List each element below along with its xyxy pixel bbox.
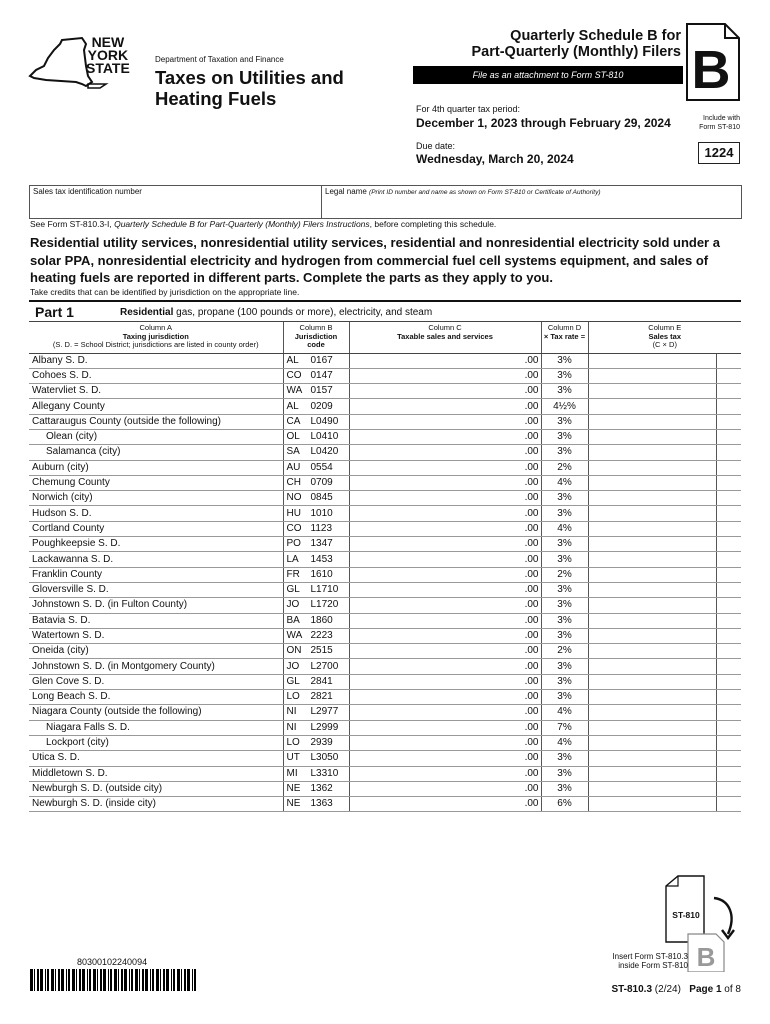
barcode-bar (76, 969, 77, 991)
jurisdiction-code: NI L2999 (283, 720, 349, 735)
barcode-bar (66, 969, 67, 991)
table-row (29, 475, 741, 490)
tax-rate: 2% (541, 567, 588, 582)
sales-tax-cents-input[interactable] (716, 613, 741, 628)
barcode-bar (68, 969, 70, 991)
sales-tax-cents-input[interactable] (716, 475, 741, 490)
taxable-sales-input[interactable]: .00 (349, 705, 541, 720)
jurisdiction-code: BA 1860 (283, 613, 349, 628)
table-row (29, 582, 741, 597)
table-row (29, 445, 741, 460)
jurisdiction-name: Lockport (city) (29, 735, 283, 750)
jurisdiction-code: AL 0167 (283, 353, 349, 368)
part1-table (29, 322, 741, 812)
sales-tax-input[interactable] (588, 475, 716, 490)
instructions-reference: See Form ST-810.3-I, Quarterly Schedule B for Part-Quarterly (Monthly) Filers Instructions, before completing this schedule. (30, 219, 497, 229)
barcode-bar (181, 969, 182, 991)
tax-rate: 4% (541, 475, 588, 490)
sales-tax-input[interactable] (588, 674, 716, 689)
column-c-header: Column C Taxable sales and services (349, 322, 541, 353)
sales-tax-input[interactable] (588, 552, 716, 567)
jurisdiction-code: NE 1363 (283, 797, 349, 812)
barcode-bar (40, 969, 43, 991)
tax-rate: 3% (541, 384, 588, 399)
barcode-bar (103, 969, 106, 991)
jurisdiction-code: SA L0420 (283, 445, 349, 460)
form-code-box: 1224 (698, 142, 740, 164)
jurisdiction-code: JO L2700 (283, 659, 349, 674)
sales-tax-id-field[interactable]: Sales tax identification number (33, 187, 142, 196)
table-row (29, 705, 741, 720)
sales-tax-input[interactable] (588, 751, 716, 766)
tax-rate: 3% (541, 491, 588, 506)
sales-tax-input[interactable] (588, 567, 716, 582)
taxable-sales-input[interactable]: .00 (349, 414, 541, 429)
sales-tax-cents-input[interactable] (716, 445, 741, 460)
barcode-bar (45, 969, 46, 991)
table-row (29, 659, 741, 674)
sales-tax-cents-input[interactable] (716, 582, 741, 597)
schedule-letter: B (691, 40, 731, 100)
sales-tax-input[interactable] (588, 628, 716, 643)
barcode-number: 80300102240094 (77, 957, 148, 967)
sales-tax-input[interactable] (588, 659, 716, 674)
tax-rate: 3% (541, 582, 588, 597)
tax-rate: 2% (541, 644, 588, 659)
barcode-bar (58, 969, 60, 991)
barcode-bar (79, 969, 81, 991)
barcode-bar (192, 969, 193, 991)
table-row (29, 720, 741, 735)
sales-tax-cents-input[interactable] (716, 598, 741, 613)
tax-rate: 3% (541, 368, 588, 383)
taxable-sales-input[interactable]: .00 (349, 690, 541, 705)
sales-tax-cents-input[interactable] (716, 628, 741, 643)
table-row (29, 399, 741, 414)
sales-tax-input[interactable] (588, 429, 716, 444)
sales-tax-cents-input[interactable] (716, 705, 741, 720)
jurisdiction-code: GL 2841 (283, 674, 349, 689)
jurisdiction-code: UT L3050 (283, 751, 349, 766)
table-row (29, 628, 741, 643)
sales-tax-cents-input[interactable] (716, 644, 741, 659)
sales-tax-cents-input[interactable] (716, 552, 741, 567)
sales-tax-cents-input[interactable] (716, 491, 741, 506)
sales-tax-input[interactable] (588, 781, 716, 796)
jurisdiction-name: Niagara Falls S. D. (29, 720, 283, 735)
times-sign: × (543, 331, 549, 341)
taxable-sales-input[interactable]: .00 (349, 384, 541, 399)
jurisdiction-name: Watervliet S. D. (29, 384, 283, 399)
table-row (29, 781, 741, 796)
jurisdiction-name: Albany S. D. (29, 353, 283, 368)
barcode-bar (100, 969, 102, 991)
table-row (29, 598, 741, 613)
sales-tax-input[interactable] (588, 521, 716, 536)
sales-tax-cents-input[interactable] (716, 414, 741, 429)
table-row (29, 353, 741, 368)
tax-rate: 3% (541, 414, 588, 429)
jurisdiction-code: AL 0209 (283, 399, 349, 414)
taxable-sales-input[interactable]: .00 (349, 353, 541, 368)
table-row (29, 674, 741, 689)
sales-tax-cents-input[interactable] (716, 735, 741, 750)
form-title: Taxes on Utilities and Heating Fuels (155, 67, 344, 109)
taxable-sales-input[interactable]: .00 (349, 491, 541, 506)
jurisdiction-code: HU 1010 (283, 506, 349, 521)
barcode-bar (131, 969, 133, 991)
sales-tax-cents-input[interactable] (716, 399, 741, 414)
taxable-sales-input[interactable]: .00 (349, 552, 541, 567)
part1-label: Part 1 (35, 304, 74, 320)
jurisdiction-code: PO 1347 (283, 537, 349, 552)
jurisdiction-name: Middletown S. D. (29, 766, 283, 781)
jurisdiction-name: Oneida (city) (29, 644, 283, 659)
column-d-header: Column D × Tax rate = (541, 322, 588, 353)
barcode-bar (47, 969, 49, 991)
taxable-sales-input[interactable]: .00 (349, 766, 541, 781)
barcode-bar (139, 969, 140, 991)
table-row (29, 414, 741, 429)
sales-tax-input[interactable] (588, 414, 716, 429)
jurisdiction-name: Salamanca (city) (29, 445, 283, 460)
jurisdiction-code: WA 2223 (283, 628, 349, 643)
jurisdiction-name: Chemung County (29, 475, 283, 490)
sales-tax-cents-input[interactable] (716, 384, 741, 399)
taxable-sales-input[interactable]: .00 (349, 735, 541, 750)
jurisdiction-code: OL L0410 (283, 429, 349, 444)
barcode-bar (171, 969, 172, 991)
page-footer: ST-810.3 (2/24) Page 1 of 8 (611, 984, 741, 995)
tax-rate: 3% (541, 690, 588, 705)
barcode-bar (30, 969, 33, 991)
jurisdiction-code: JO L1720 (283, 598, 349, 613)
jurisdiction-code: LO 2821 (283, 690, 349, 705)
ny-state-logo-text: NEW YORK STATE (86, 34, 130, 76)
barcode-bar (142, 969, 144, 991)
taxable-sales-input[interactable]: .00 (349, 644, 541, 659)
table-row (29, 506, 741, 521)
tax-rate: 3% (541, 613, 588, 628)
table-row (29, 521, 741, 536)
sales-tax-cents-input[interactable] (716, 797, 741, 812)
barcode-bar (187, 969, 190, 991)
sales-tax-input[interactable] (588, 690, 716, 705)
part1-column-headers (29, 322, 741, 353)
part1-section (29, 300, 741, 812)
sales-tax-input[interactable] (588, 537, 716, 552)
jurisdiction-code: CA L0490 (283, 414, 349, 429)
sales-tax-input[interactable] (588, 613, 716, 628)
sales-tax-input[interactable] (588, 384, 716, 399)
tax-rate: 4% (541, 705, 588, 720)
tax-rate: 3% (541, 506, 588, 521)
table-row (29, 384, 741, 399)
barcode-bar (97, 969, 98, 991)
barcode-bar (34, 969, 35, 991)
schedule-b-document-icon (685, 22, 741, 102)
taxable-sales-input[interactable]: .00 (349, 674, 541, 689)
barcode-bar (194, 969, 196, 991)
jurisdiction-name: Niagara County (outside the following) (29, 705, 283, 720)
sales-tax-cents-input[interactable] (716, 674, 741, 689)
jurisdiction-name: Olean (city) (29, 429, 283, 444)
sales-tax-input[interactable] (588, 705, 716, 720)
sales-tax-cents-input[interactable] (716, 506, 741, 521)
sales-tax-input[interactable] (588, 491, 716, 506)
taxable-sales-input[interactable]: .00 (349, 797, 541, 812)
barcode-bar (51, 969, 54, 991)
sales-tax-cents-input[interactable] (716, 781, 741, 796)
jurisdiction-name: Franklin County (29, 567, 283, 582)
jurisdiction-code: ON 2515 (283, 644, 349, 659)
barcode-bar (160, 969, 161, 991)
tax-rate: 3% (541, 445, 588, 460)
sales-tax-cents-input[interactable] (716, 368, 741, 383)
table-row (29, 690, 741, 705)
tax-rate: 3% (541, 598, 588, 613)
period-label: For 4th quarter tax period: (416, 104, 521, 114)
sales-tax-cents-input[interactable] (716, 751, 741, 766)
jurisdiction-name: Auburn (city) (29, 460, 283, 475)
tax-rate: 7% (541, 720, 588, 735)
part1-rows (29, 353, 741, 812)
sales-tax-cents-input[interactable] (716, 567, 741, 582)
jurisdiction-name: Cortland County (29, 521, 283, 536)
taxable-sales-input[interactable]: .00 (349, 598, 541, 613)
column-a-header: Column A Taxing jurisdiction (S. D. = School District; jurisdictions are listed in county order) (29, 322, 283, 353)
sales-tax-input[interactable] (588, 797, 716, 812)
table-row (29, 368, 741, 383)
barcode-bar (129, 969, 130, 991)
jurisdiction-name: Batavia S. D. (29, 613, 283, 628)
tax-rate: 4% (541, 735, 588, 750)
barcode-bar (82, 969, 85, 991)
table-row (29, 613, 741, 628)
tax-rate: 3% (541, 353, 588, 368)
barcode-bar (184, 969, 186, 991)
table-row (29, 552, 741, 567)
sales-tax-input[interactable] (588, 368, 716, 383)
jurisdiction-name: Gloversville S. D. (29, 582, 283, 597)
jurisdiction-code: LA 1453 (283, 552, 349, 567)
jurisdiction-name: Norwich (city) (29, 491, 283, 506)
taxable-sales-input[interactable]: .00 (349, 429, 541, 444)
taxable-sales-input[interactable]: .00 (349, 628, 541, 643)
sales-tax-input[interactable] (588, 582, 716, 597)
jurisdiction-code: GL L1710 (283, 582, 349, 597)
jurisdiction-code: WA 0157 (283, 384, 349, 399)
jurisdiction-name: Johnstown S. D. (in Fulton County) (29, 598, 283, 613)
due-date-value: Wednesday, March 20, 2024 (416, 152, 574, 166)
table-row (29, 537, 741, 552)
jurisdiction-code: MI L3310 (283, 766, 349, 781)
sales-tax-input[interactable] (588, 460, 716, 475)
jurisdiction-name: Poughkeepsie S. D. (29, 537, 283, 552)
sales-tax-cents-input[interactable] (716, 690, 741, 705)
jurisdiction-name: Newburgh S. D. (outside city) (29, 781, 283, 796)
barcode-bar (108, 969, 109, 991)
taxable-sales-input[interactable]: .00 (349, 445, 541, 460)
jurisdiction-code: LO 2939 (283, 735, 349, 750)
column-e-header: Column E Sales tax (C × D) (588, 322, 741, 353)
credits-note: Take credits that can be identified by jurisdiction on the appropriate line. (30, 287, 300, 297)
tax-rate: 3% (541, 537, 588, 552)
part1-description: Residential gas, propane (100 pounds or more), electricity, and steam (120, 307, 433, 318)
table-row (29, 766, 741, 781)
sales-tax-input[interactable] (588, 766, 716, 781)
sales-tax-cents-input[interactable] (716, 353, 741, 368)
period-value: December 1, 2023 through February 29, 2024 (416, 116, 671, 130)
barcode-bar (145, 969, 148, 991)
tax-rate: 6% (541, 797, 588, 812)
jurisdiction-code: CO 1123 (283, 521, 349, 536)
taxable-sales-input[interactable]: .00 (349, 781, 541, 796)
barcode-bar (150, 969, 151, 991)
jurisdiction-name: Long Beach S. D. (29, 690, 283, 705)
table-row (29, 491, 741, 506)
taxable-sales-input[interactable]: .00 (349, 506, 541, 521)
sales-tax-input[interactable] (588, 720, 716, 735)
taxable-sales-input[interactable]: .00 (349, 720, 541, 735)
taxable-sales-input[interactable]: .00 (349, 613, 541, 628)
table-row (29, 751, 741, 766)
table-row (29, 567, 741, 582)
column-b-header: Column B Jurisdiction code (283, 322, 349, 353)
legal-name-field[interactable]: Legal name (Print ID number and name as shown on Form ST-810 or Certificate of Authority) (325, 187, 601, 196)
barcode-bar (87, 969, 88, 991)
tax-rate: 3% (541, 751, 588, 766)
barcode-bar (93, 969, 96, 991)
taxable-sales-input[interactable]: .00 (349, 582, 541, 597)
barcode-bar (163, 969, 165, 991)
taxable-sales-input[interactable]: .00 (349, 659, 541, 674)
sales-tax-cents-input[interactable] (716, 521, 741, 536)
sales-tax-cents-input[interactable] (716, 720, 741, 735)
jurisdiction-name: Hudson S. D. (29, 506, 283, 521)
table-row (29, 429, 741, 444)
barcode-bar (118, 969, 119, 991)
jurisdiction-name: Newburgh S. D. (inside city) (29, 797, 283, 812)
jurisdiction-code: NE 1362 (283, 781, 349, 796)
taxable-sales-input[interactable]: .00 (349, 751, 541, 766)
sales-tax-input[interactable] (588, 399, 716, 414)
barcode-bar (89, 969, 91, 991)
jurisdiction-name: Glen Cove S. D. (29, 674, 283, 689)
intro-paragraph: Residential utility services, nonresidential utility services, residential and nonresidential electricity sold under a solar PPA, nonresidential electricity and hydrogen from commercial fuel cell systems equipment, and sales of heating fuels are reported in different parts. Complete the parts as they apply to you. (30, 235, 720, 285)
jurisdiction-code: AU 0554 (283, 460, 349, 475)
tax-rate: 2% (541, 460, 588, 475)
department-name: Department of Taxation and Finance (155, 55, 284, 64)
tax-rate: 3% (541, 781, 588, 796)
barcode-bar (173, 969, 175, 991)
jurisdiction-name: Watertown S. D. (29, 628, 283, 643)
table-row (29, 644, 741, 659)
barcode-bar (114, 969, 117, 991)
sales-tax-input[interactable] (588, 598, 716, 613)
barcode-bar (61, 969, 64, 991)
barcode-bar (156, 969, 159, 991)
barcode-bar (124, 969, 127, 991)
tax-rate: 4½% (541, 399, 588, 414)
barcode-bar (55, 969, 56, 991)
insert-icon-label: ST-810 (672, 910, 700, 920)
tax-rate: 3% (541, 628, 588, 643)
jurisdiction-code: CH 0709 (283, 475, 349, 490)
sales-tax-input[interactable] (588, 353, 716, 368)
include-with-note: Include with Form ST-810 (699, 115, 740, 131)
sales-tax-cents-input[interactable] (716, 766, 741, 781)
table-row (29, 797, 741, 812)
jurisdiction-name: Utica S. D. (29, 751, 283, 766)
due-date-label: Due date: (416, 141, 456, 151)
jurisdiction-code: CO 0147 (283, 368, 349, 383)
jurisdiction-name: Johnstown S. D. (in Montgomery County) (29, 659, 283, 674)
barcode-bar (110, 969, 112, 991)
sales-tax-cents-input[interactable] (716, 659, 741, 674)
sales-tax-input[interactable] (588, 644, 716, 659)
barcode-bar (37, 969, 39, 991)
taxable-sales-input[interactable]: .00 (349, 460, 541, 475)
tax-rate: 3% (541, 659, 588, 674)
jurisdiction-name: Allegany County (29, 399, 283, 414)
insert-instruction: Insert Form ST-810.3 inside Form ST-810 (612, 952, 688, 970)
insert-icon-letter: B (696, 942, 716, 972)
barcode-bar (166, 969, 169, 991)
tax-rate: 4% (541, 521, 588, 536)
sales-tax-cents-input[interactable] (716, 429, 741, 444)
id-box-divider (321, 186, 322, 218)
equals-sign: = (580, 331, 586, 341)
barcode-bar (177, 969, 180, 991)
table-row (29, 735, 741, 750)
barcode-bar (152, 969, 154, 991)
sales-tax-input[interactable] (588, 506, 716, 521)
barcode (30, 969, 200, 991)
taxable-sales-input[interactable]: .00 (349, 399, 541, 414)
sales-tax-input[interactable] (588, 735, 716, 750)
part1-header (29, 302, 741, 322)
jurisdiction-code: FR 1610 (283, 567, 349, 582)
schedule-title: Quarterly Schedule B for Part-Quarterly (Monthly) Filers (471, 28, 681, 60)
taxable-sales-input[interactable]: .00 (349, 475, 541, 490)
taxable-sales-input[interactable]: .00 (349, 368, 541, 383)
tax-rate: 3% (541, 429, 588, 444)
tax-rate: 3% (541, 552, 588, 567)
jurisdiction-code: NI L2977 (283, 705, 349, 720)
barcode-bar (121, 969, 123, 991)
barcode-bar (72, 969, 75, 991)
taxable-sales-input[interactable]: .00 (349, 521, 541, 536)
barcode-bar (135, 969, 138, 991)
taxable-sales-input[interactable]: .00 (349, 567, 541, 582)
jurisdiction-name: Cohoes S. D. (29, 368, 283, 383)
table-row (29, 460, 741, 475)
taxable-sales-input[interactable]: .00 (349, 537, 541, 552)
sales-tax-cents-input[interactable] (716, 460, 741, 475)
tax-rate: 3% (541, 674, 588, 689)
jurisdiction-name: Lackawanna S. D. (29, 552, 283, 567)
sales-tax-input[interactable] (588, 445, 716, 460)
jurisdiction-code: NO 0845 (283, 491, 349, 506)
tax-rate: 3% (541, 766, 588, 781)
sales-tax-cents-input[interactable] (716, 537, 741, 552)
attachment-note: File as an attachment to Form ST-810 (413, 66, 683, 84)
jurisdiction-name: Cattaraugus County (outside the following) (29, 414, 283, 429)
